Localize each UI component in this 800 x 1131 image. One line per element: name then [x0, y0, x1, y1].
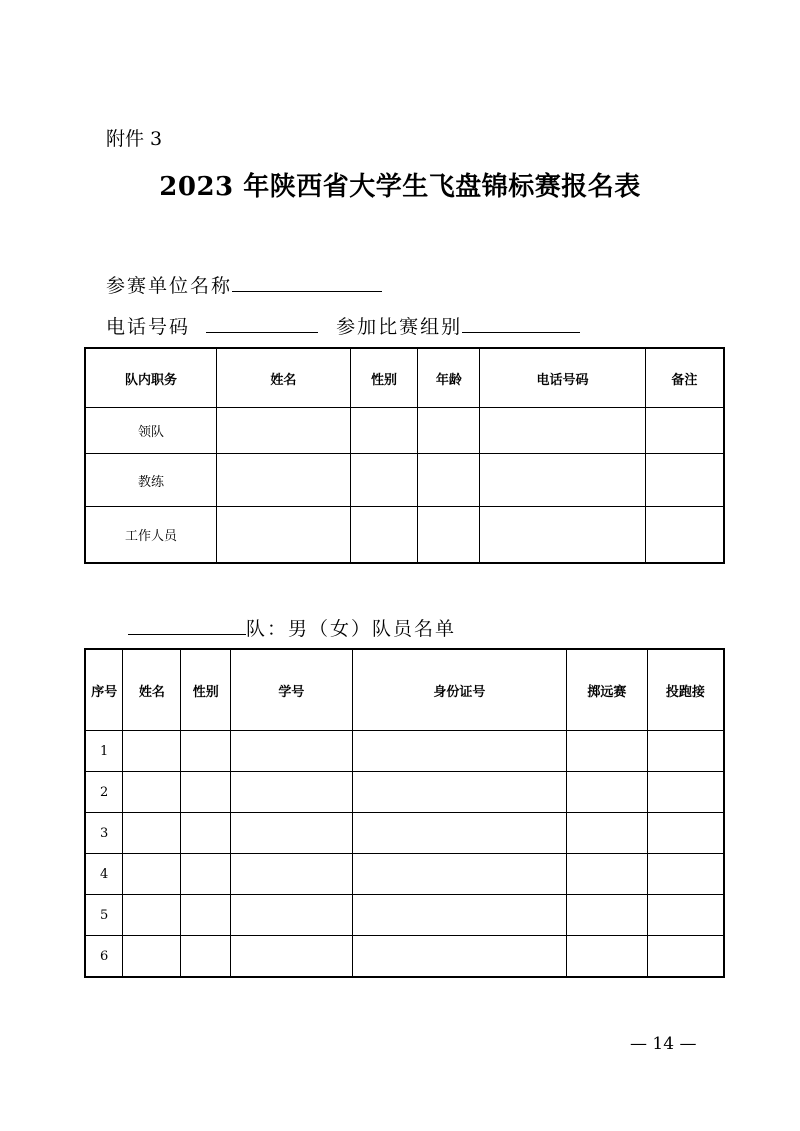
student-id-cell[interactable] [231, 854, 353, 895]
gender-cell[interactable] [181, 731, 231, 772]
id-number-cell[interactable] [352, 731, 566, 772]
age-cell[interactable] [418, 454, 480, 507]
distance-throw-cell[interactable] [566, 813, 647, 854]
name-cell[interactable] [217, 408, 351, 454]
staff-row [85, 408, 724, 454]
index-cell: 4 [85, 854, 123, 895]
name-cell[interactable] [123, 895, 181, 936]
gender-cell[interactable] [181, 772, 231, 813]
student-id-cell[interactable] [231, 813, 353, 854]
header-cell-name: 姓名 [217, 348, 351, 408]
name-cell[interactable] [217, 507, 351, 564]
gender-cell[interactable] [350, 507, 418, 564]
header-cell-role: 队内职务 [85, 348, 217, 408]
gender-cell[interactable] [181, 895, 231, 936]
unit-label: 参赛单位名称 [106, 275, 233, 297]
gender-cell[interactable] [181, 813, 231, 854]
team-heading-text: 队：男（女）队员名单 [246, 618, 457, 640]
index-cell: 5 [85, 895, 123, 936]
contact-field-row [106, 312, 580, 339]
phone-cell[interactable] [480, 454, 645, 507]
distance-throw-cell[interactable] [566, 731, 647, 772]
index-cell: 6 [85, 936, 123, 978]
throw-run-catch-cell[interactable] [647, 895, 724, 936]
phone-cell[interactable] [480, 408, 645, 454]
id-number-cell[interactable] [352, 813, 566, 854]
gender-cell[interactable] [181, 936, 231, 978]
player-row [85, 936, 724, 978]
distance-throw-cell[interactable] [566, 936, 647, 978]
phone-cell[interactable] [480, 507, 645, 564]
student-id-cell[interactable] [231, 936, 353, 978]
phone-blank[interactable] [206, 312, 318, 333]
header-cell-gender: 性别 [350, 348, 418, 408]
name-cell[interactable] [123, 772, 181, 813]
remarks-cell[interactable] [645, 454, 724, 507]
player-row [85, 895, 724, 936]
team-name-blank[interactable] [128, 614, 246, 635]
student-id-cell[interactable] [231, 731, 353, 772]
unit-field-row [106, 271, 382, 298]
page-number: — 14 — [630, 1034, 697, 1054]
staff-row [85, 454, 724, 507]
throw-run-catch-cell[interactable] [647, 813, 724, 854]
name-cell[interactable] [217, 454, 351, 507]
id-number-cell[interactable] [352, 854, 566, 895]
role-cell: 领队 [85, 408, 217, 454]
id-number-cell[interactable] [352, 772, 566, 813]
index-cell: 1 [85, 731, 123, 772]
header-cell-student-id: 学号 [231, 649, 353, 731]
age-cell[interactable] [418, 507, 480, 564]
player-row [85, 813, 724, 854]
age-cell[interactable] [418, 408, 480, 454]
distance-throw-cell[interactable] [566, 772, 647, 813]
staff-table [84, 347, 725, 564]
throw-run-catch-cell[interactable] [647, 854, 724, 895]
player-table [84, 648, 725, 978]
name-cell[interactable] [123, 936, 181, 978]
unit-blank[interactable] [232, 271, 382, 292]
header-cell-id-number: 身份证号 [352, 649, 566, 731]
header-cell-remarks: 备注 [645, 348, 724, 408]
group-label: 参加比赛组别 [336, 316, 463, 338]
header-cell-throw-run-catch: 投跑接 [647, 649, 724, 731]
form-title: 2023 年陕西省大学生飞盘锦标赛报名表 [159, 172, 641, 202]
remarks-cell[interactable] [645, 507, 724, 564]
attachment-label: 附件 3 [106, 128, 163, 150]
index-cell: 2 [85, 772, 123, 813]
throw-run-catch-cell[interactable] [647, 731, 724, 772]
header-cell-phone: 电话号码 [480, 348, 645, 408]
phone-label: 电话号码 [106, 316, 191, 338]
role-cell: 工作人员 [85, 507, 217, 564]
distance-throw-cell[interactable] [566, 854, 647, 895]
student-id-cell[interactable] [231, 772, 353, 813]
player-row [85, 731, 724, 772]
header-cell-index: 序号 [85, 649, 123, 731]
id-number-cell[interactable] [352, 895, 566, 936]
header-cell-distance-throw: 掷远赛 [566, 649, 647, 731]
remarks-cell[interactable] [645, 408, 724, 454]
distance-throw-cell[interactable] [566, 895, 647, 936]
header-cell-gender: 性别 [181, 649, 231, 731]
gender-cell[interactable] [350, 408, 418, 454]
name-cell[interactable] [123, 731, 181, 772]
header-cell-age: 年龄 [418, 348, 480, 408]
player-row [85, 772, 724, 813]
staff-row [85, 507, 724, 564]
player-row [85, 854, 724, 895]
name-cell[interactable] [123, 854, 181, 895]
player-header-row [85, 649, 724, 731]
name-cell[interactable] [123, 813, 181, 854]
gender-cell[interactable] [181, 854, 231, 895]
throw-run-catch-cell[interactable] [647, 772, 724, 813]
group-blank[interactable] [462, 312, 580, 333]
index-cell: 3 [85, 813, 123, 854]
student-id-cell[interactable] [231, 895, 353, 936]
throw-run-catch-cell[interactable] [647, 936, 724, 978]
team-heading [128, 614, 456, 641]
header-cell-name: 姓名 [123, 649, 181, 731]
id-number-cell[interactable] [352, 936, 566, 978]
staff-header-row [85, 348, 724, 408]
gender-cell[interactable] [350, 454, 418, 507]
role-cell: 教练 [85, 454, 217, 507]
